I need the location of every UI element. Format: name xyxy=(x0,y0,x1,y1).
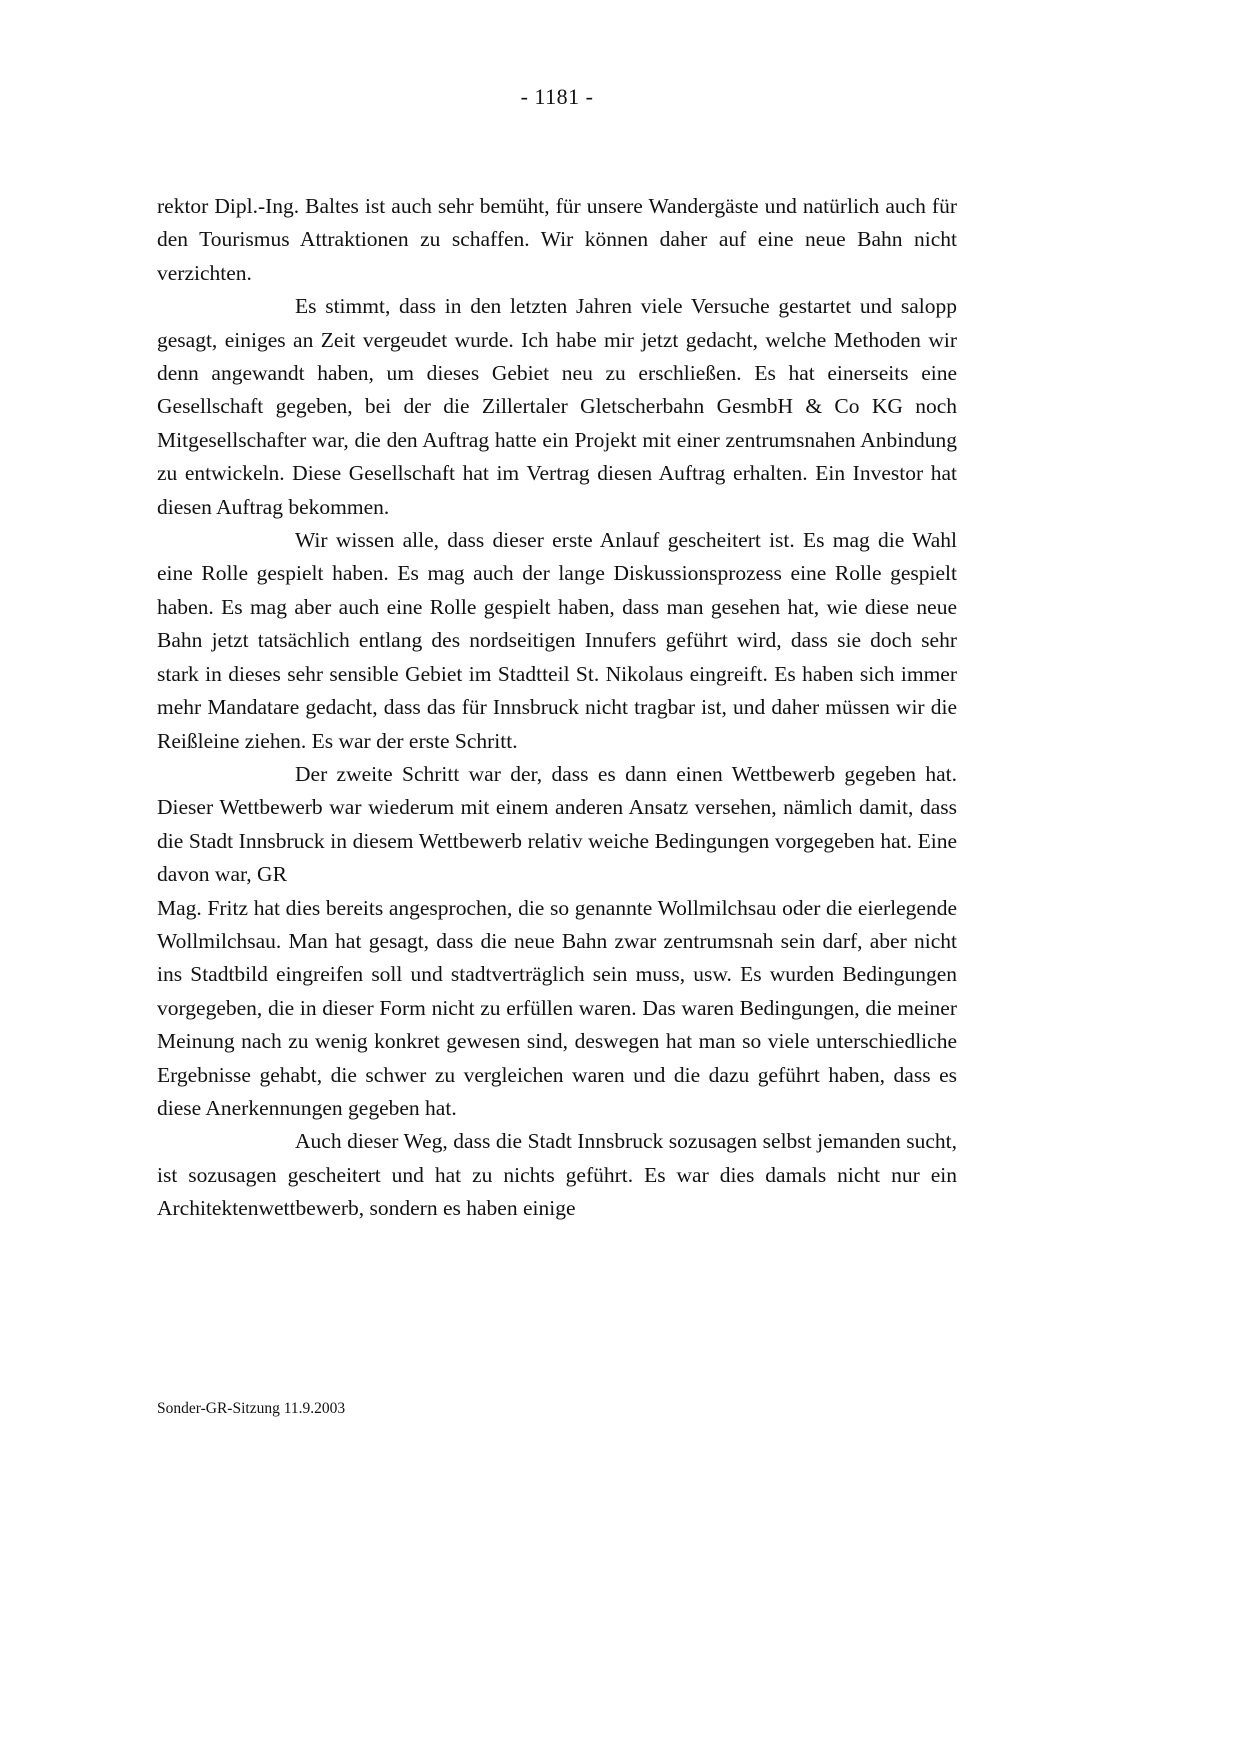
paragraph-continuation: rektor Dipl.-Ing. Baltes ist auch sehr bemüht, für unsere Wandergäste und natürlich auch für den Tourismus Attraktionen zu schaffen. Wir können daher auf eine neue Bahn nicht verzichten. xyxy=(157,194,957,285)
paragraph-zweiter-schritt-part-b: Mag. Fritz hat dies bereits angesprochen, die so genannte Wollmilchsau oder die eierlegende Wollmilchsau. Man hat gesagt, dass die neue Bahn zwar zentrumsnah sein darf, aber nicht ins Stadtbild eingreifen soll und stadtverträglich sein muss, usw. Es wurden Bedingungen vorgegeben, die in dieser Form nicht zu erfüllen waren. Das waren Bedingungen, die meiner Meinung nach zu wenig konkret gewesen sind, deswegen hat man so viele unterschiedliche Ergebnisse gehabt, die schwer zu vergleichen waren und die dazu geführt haben, dass es diese Anerkennungen gegeben hat. xyxy=(157,895,957,1120)
paragraph-zweiter-schritt xyxy=(157,758,957,1125)
paragraph-es-stimmt: Es stimmt, dass in den letzten Jahren viele Versuche gestartet und salopp gesagt, einiges an Zeit vergeudet wurde. Ich habe mir jetzt gedacht, welche Methoden wir denn angewandt haben, um dieses Gebiet neu zu erschließen. Es hat einerseits eine Gesellschaft gegeben, bei der die Zillertaler Gletscherbahn GesmbH & Co KG noch Mitgesellschafter war, die den Auftrag hatte ein Projekt mit einer zentrumsnahen Anbindung zu entwickeln. Diese Gesellschaft hat im Vertrag diesen Auftrag erhalten. Ein Investor hat diesen Auftrag bekommen. xyxy=(157,294,957,519)
body-text xyxy=(157,190,957,1226)
paragraph-zweiter-schritt-part-a: Der zweite Schritt war der, dass es dann einen Wettbewerb gegeben hat. Dieser Wettbewerb war wiederum mit einem anderen Ansatz versehen, nämlich damit, dass die Stadt Innsbruck in diesem Wettbewerb relativ weiche Bedingungen vorgegeben hat. Eine davon war, GR xyxy=(157,761,957,887)
paragraph-wir-wissen-alle: Wir wissen alle, dass dieser erste Anlauf gescheitert ist. Es mag die Wahl eine Rolle gespielt haben. Es mag auch der lange Diskussionsprozess eine Rolle gespielt haben. Es mag aber auch eine Rolle gespielt haben, dass man gesehen hat, wie diese neue Bahn jetzt tatsächlich entlang des nordseitigen Innufers geführt wird, dass sie doch sehr stark in dieses sehr sensible Gebiet im Stadtteil St. Nikolaus eingreift. Es haben sich immer mehr Mandatare gedacht, dass das für Innsbruck nicht tragbar ist, und daher müssen wir die Reißleine ziehen. Es war der erste Schritt. xyxy=(157,528,957,753)
paragraph-auch-dieser-weg: Auch dieser Weg, dass die Stadt Innsbruck sozusagen selbst jemanden sucht, ist sozusagen gescheitert und hat zu nichts geführt. Es war dies damals nicht nur ein Architektenwettbewerb, sondern es haben einige xyxy=(157,1129,957,1221)
footer-session-label: Sonder-GR-Sitzung 11.9.2003 xyxy=(157,1400,346,1417)
page-number: - 1181 - xyxy=(520,84,594,109)
